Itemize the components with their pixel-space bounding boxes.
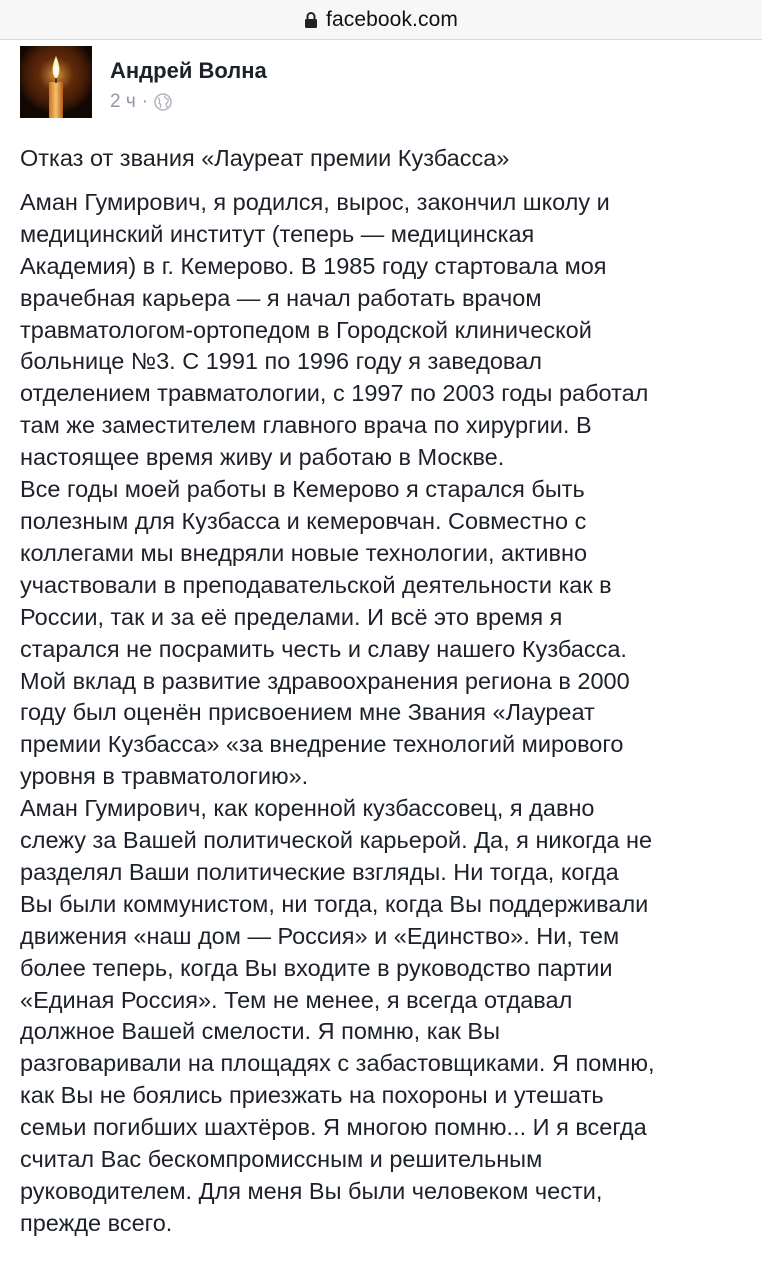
post-text-line: России, так и за её пределами. И всё это время я bbox=[20, 603, 563, 630]
post-text-line: коллегами мы внедряли новые технологии, активно bbox=[20, 539, 588, 566]
post-text-line: году был оценён присвоением мне Звания «Лауреат bbox=[20, 699, 595, 726]
post-text-line: семьи погибших шахтёров. Я многою помню... И я всегда bbox=[20, 1114, 647, 1141]
facebook-post bbox=[0, 40, 762, 1280]
post-body bbox=[20, 143, 750, 1240]
post-text-line: слежу за Вашей политической карьерой. Да, я никогда не bbox=[20, 827, 653, 854]
post-meta bbox=[110, 91, 267, 113]
globe-icon[interactable] bbox=[154, 93, 172, 111]
post-text-line: участвовали в преподавательской деятельности как в bbox=[20, 571, 612, 598]
post-text-line: уровня в травматологию». bbox=[20, 763, 309, 790]
post-text-line: «Единая Россия». Тем не менее, я всегда отдавал bbox=[20, 986, 573, 1013]
lock-icon bbox=[304, 11, 318, 29]
post-text-line: премии Кузбасса» «за внедрение технологий мирового bbox=[20, 731, 624, 758]
post-text-line: полезным для Кузбасса и кемеровчан. Совместно с bbox=[20, 507, 587, 534]
post-text-line: разделял Ваши политические взгляды. Ни тогда, когда bbox=[20, 858, 619, 885]
post-text-line: Мой вклад в развитие здравоохранения региона в 2000 bbox=[20, 667, 630, 694]
post-text-line: врачебная карьера — я начал работать врачом bbox=[20, 284, 542, 311]
post-text-line: Академия) в г. Кемерово. В 1985 году стартовала моя bbox=[20, 252, 607, 279]
post-text-line: травматологом-ортопедом в Городской клинической bbox=[20, 316, 592, 343]
post-text-line: более теперь, когда Вы входите в руководство партии bbox=[20, 954, 613, 981]
post-text-line: как Вы не боялись приезжать на похороны и утешать bbox=[20, 1082, 604, 1109]
post-text-line: Все годы моей работы в Кемерово я старался быть bbox=[20, 476, 585, 503]
post-text bbox=[20, 187, 750, 1240]
author-name[interactable]: Андрей Волна bbox=[110, 58, 267, 83]
post-text-line: отделением травматологии, с 1997 по 2003 годы работал bbox=[20, 380, 649, 407]
post-text-line: прежде всего. bbox=[20, 1209, 173, 1236]
post-text-line: руководителем. Для меня Вы были человеком чести, bbox=[20, 1178, 603, 1204]
post-text-line: считал Вас бескомпромиссным и решительным bbox=[20, 1146, 543, 1173]
post-text-line: Аман Гумирович, я родился, вырос, закончил школу и bbox=[20, 188, 610, 215]
post-text-line: Аман Гумирович, как коренной кузбассовец, я давно bbox=[20, 795, 595, 822]
post-text-line: должное Вашей смелости. Я помню, как Вы bbox=[20, 1018, 500, 1045]
post-text-line: настоящее время живу и работаю в Москве. bbox=[20, 444, 505, 471]
post-timestamp[interactable]: 2 ч bbox=[110, 91, 136, 112]
post-text-line: Вы были коммунистом, ни тогда, когда Вы поддерживали bbox=[20, 890, 649, 917]
post-text-line: больнице №3. С 1991 по 1996 году я заведовал bbox=[20, 348, 542, 375]
post-text-line: старался не посрамить честь и славу нашего Кузбасса. bbox=[20, 635, 627, 662]
browser-url-bar[interactable] bbox=[0, 0, 762, 40]
meta-separator: · bbox=[141, 91, 149, 112]
post-text-line: медицинский институт (теперь — медицинская bbox=[20, 220, 535, 247]
post-title: Отказ от звания «Лауреат премии Кузбасса» bbox=[20, 145, 510, 171]
post-text-line: разговаривали на площадях с забастовщиками. Я помню, bbox=[20, 1050, 655, 1077]
url-text[interactable]: facebook.com bbox=[326, 7, 458, 31]
candle-avatar[interactable] bbox=[20, 46, 92, 118]
post-text-line: там же заместителем главного врача по хирургии. В bbox=[20, 412, 592, 439]
post-header bbox=[20, 46, 267, 118]
post-text-line: движения «наш дом — Россия» и «Единство». Ни, тем bbox=[20, 922, 620, 949]
author-block bbox=[110, 46, 267, 118]
